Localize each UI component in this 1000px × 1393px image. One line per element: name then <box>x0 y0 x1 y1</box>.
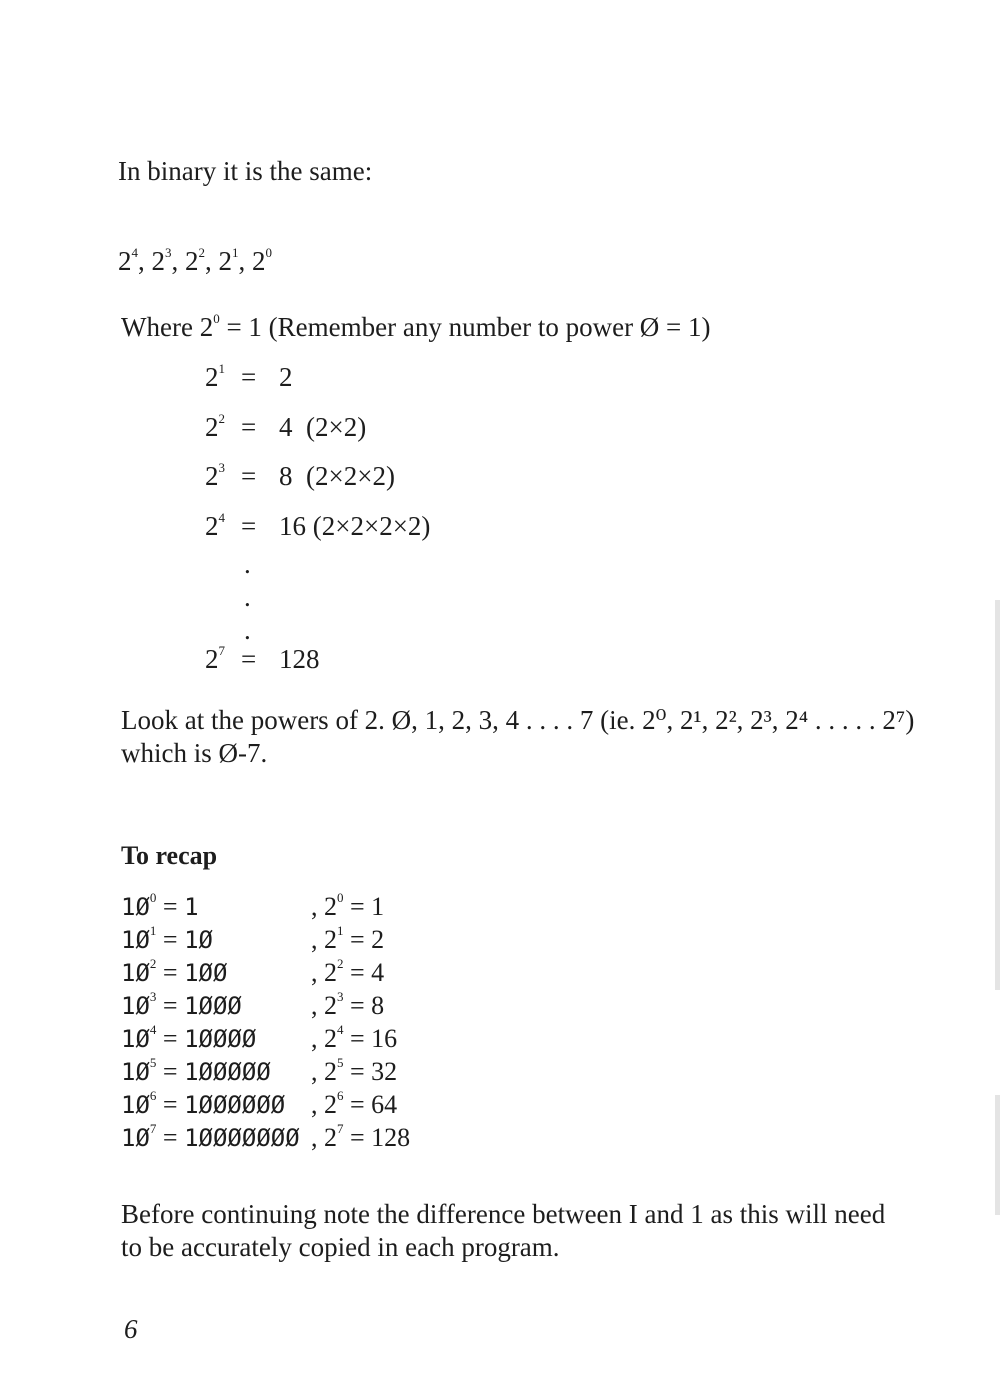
equation-row: $2^2 = 4$ (2×2) <box>205 411 367 442</box>
powers-list <box>118 246 272 277</box>
power-term: $2^2$, <box>185 245 219 276</box>
power-term: $2^3$, <box>151 245 185 276</box>
page-edge-shadow <box>995 600 1000 990</box>
powers-paragraph <box>121 704 951 770</box>
equation-row: $2^4 = 16$ (2×2×2×2) <box>205 510 431 541</box>
equation-row: $2^3 = 8$ (2×2×2) <box>205 460 395 491</box>
recap-row: $1Ø^5$ = 1ØØØØØ , $2^5 = 32$ <box>121 1055 398 1086</box>
final-equation-row: $2^7 = 128$ <box>205 643 320 674</box>
note-paragraph-line: to be accurately copied in each program. <box>121 1232 560 1262</box>
recap-row: $1Ø^2$ = 1ØØ , $2^2 = 4$ <box>121 956 385 987</box>
recap-row: $1Ø^4$ = 1ØØØØ , $2^4 = 16$ <box>121 1022 398 1053</box>
recap-row: $1Ø^3$ = 1ØØØ , $2^3 = 8$ <box>121 989 385 1020</box>
note-paragraph <box>121 1198 951 1264</box>
ellipsis-dot: . <box>244 615 251 645</box>
note-paragraph-line: Before continuing note the difference between I and 1 as this will need <box>121 1199 886 1229</box>
recap-row: $1Ø^6$ = 1ØØØØØØ , $2^6 = 64$ <box>121 1088 398 1119</box>
power-term: $2^1$, <box>218 245 252 276</box>
page-edge-shadow <box>995 1095 1000 1215</box>
ellipsis-dot: . <box>244 582 251 612</box>
recap-row: $1Ø^7$ = 1ØØØØØØØ , $2^7 = 128$ <box>121 1121 411 1152</box>
recap-row: $1Ø^1$ = 1Ø , $2^1 = 2$ <box>121 923 385 954</box>
power-term: $2^0$ <box>252 245 272 276</box>
equation-row: $2^1 = 2$ <box>205 361 293 392</box>
power-term: $2^4$, <box>118 245 152 276</box>
recap-heading: To recap <box>121 841 218 870</box>
recap-row: $1Ø^0 = 1$ , $2^0 = 1$ <box>121 890 385 921</box>
ellipsis-dot: . <box>244 549 251 579</box>
page-number: 6 <box>124 1314 138 1344</box>
where-line: Where $2^0 = 1$ (Remember any number to power Ø = 1) <box>121 311 711 342</box>
powers-paragraph-line: Look at the powers of 2. Ø, 1, 2, 3, 4 . . . . 7 (ie. 2⁰, 2¹, 2², 2³, 2⁴ . . . . . 2⁷) <box>121 705 915 735</box>
powers-paragraph-line: which is Ø-7. <box>121 738 268 768</box>
intro-text: In binary it is the same: <box>118 156 373 186</box>
